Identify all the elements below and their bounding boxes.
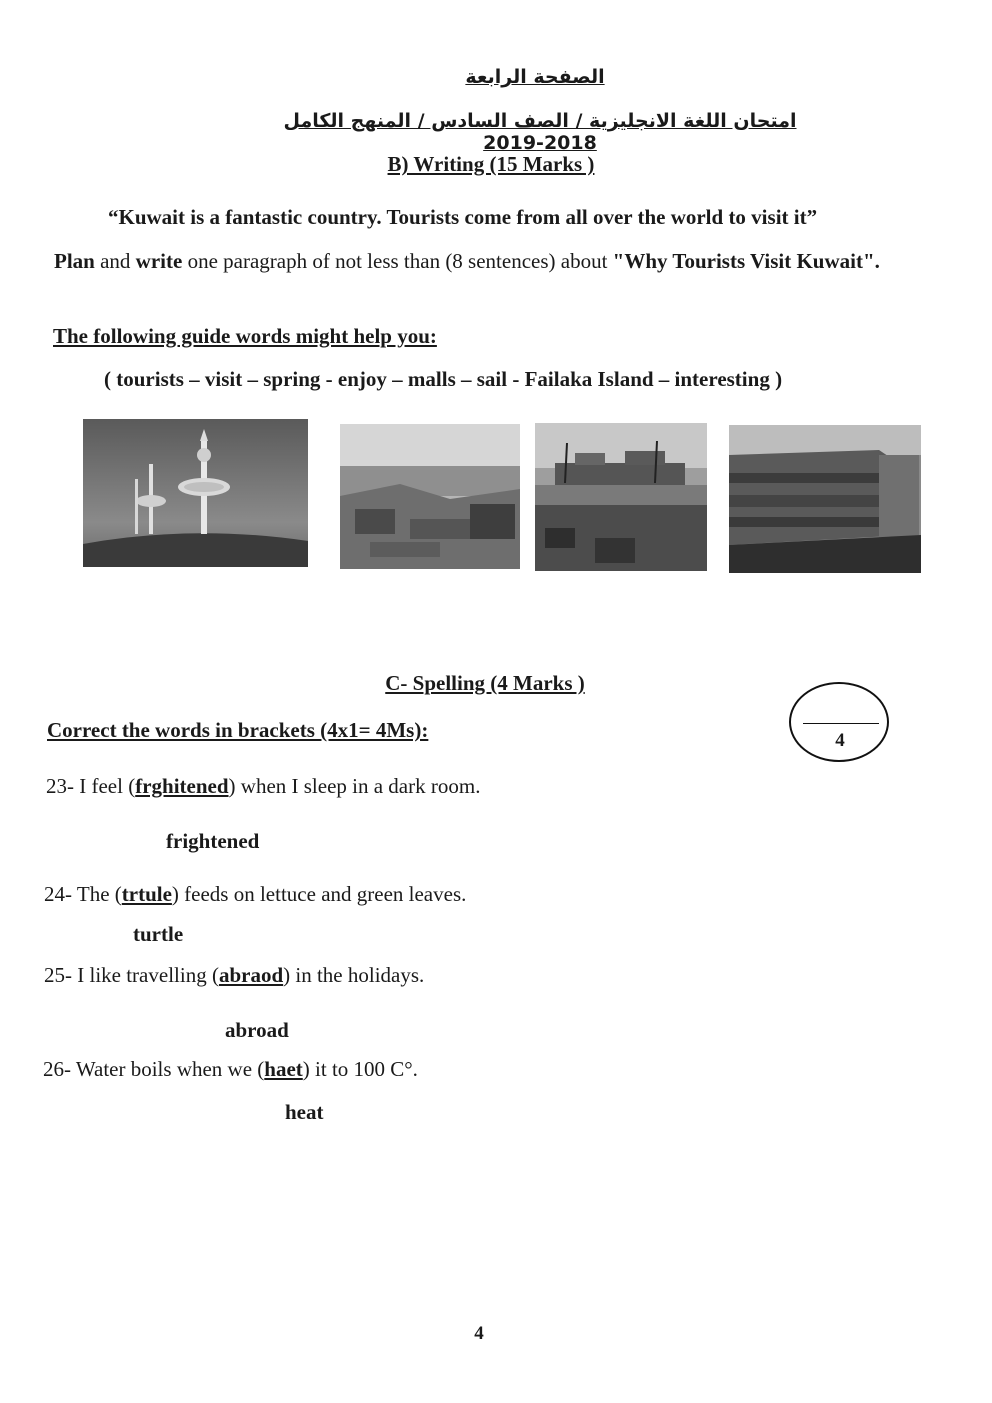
question-26 [43, 1057, 418, 1082]
spelling-instruction: Correct the words in brackets (4x1= 4Ms): [47, 718, 429, 742]
writing-quote: “Kuwait is a fantastic country. Tourists come from all over the world to visit it” [108, 205, 818, 229]
photo-kuwait-towers [83, 419, 308, 567]
answer-23: frightened [166, 829, 260, 853]
photo-failaka-ruins [340, 424, 520, 569]
page-label-arabic: الصفحة الرابعة [465, 66, 605, 88]
q-before: 25- I like travelling ( [44, 963, 219, 987]
misspelled-word: haet [264, 1057, 303, 1081]
writing-section-title: B) Writing (15 Marks ) [387, 152, 595, 176]
spelling-section-title: C- Spelling (4 Marks ) [385, 671, 585, 695]
q-before: 23- I feel ( [46, 774, 136, 798]
misspelled-word: trtule [121, 882, 172, 906]
q-before: 24- The ( [44, 882, 122, 906]
page-number: 4 [474, 1323, 484, 1344]
answer-25: abroad [225, 1018, 289, 1042]
q-after: ) feeds on lettuce and green leaves. [171, 882, 467, 906]
instr-and: and [94, 249, 136, 273]
photo-mall [729, 425, 921, 573]
question-24 [44, 882, 466, 907]
instr-write: write [135, 249, 183, 273]
guide-words-heading: The following guide words might help you: [53, 324, 437, 348]
answer-26: heat [285, 1100, 324, 1124]
misspelled-word: abraod [218, 963, 284, 987]
instr-topic: "Why Tourists Visit Kuwait". [612, 249, 880, 273]
exam-title-arabic: امتحان اللغة الانجليزية / الصف السادس / المنهج الكامل 2018-2019 [283, 110, 797, 154]
question-25 [44, 963, 424, 988]
q-after: ) in the holidays. [283, 963, 425, 987]
instr-plan: Plan [54, 249, 95, 273]
q-before: 26- Water boils when we ( [43, 1057, 265, 1081]
answer-24: turtle [133, 922, 184, 946]
writing-instructions [54, 243, 904, 279]
question-23 [46, 774, 480, 799]
score-divider [803, 723, 879, 724]
q-after: ) when I sleep in a dark room. [228, 774, 481, 798]
guide-words-list: ( tourists – visit – spring - enjoy – malls – sail - Failaka Island – interesting ) [104, 367, 783, 391]
instr-mid: one paragraph of not less than (8 sentences) about [182, 249, 613, 273]
score-value: 4 [835, 730, 845, 751]
q-after: ) it to 100 C°. [302, 1057, 418, 1081]
misspelled-word: frghitened [135, 774, 229, 798]
photo-waterfront [535, 423, 707, 571]
